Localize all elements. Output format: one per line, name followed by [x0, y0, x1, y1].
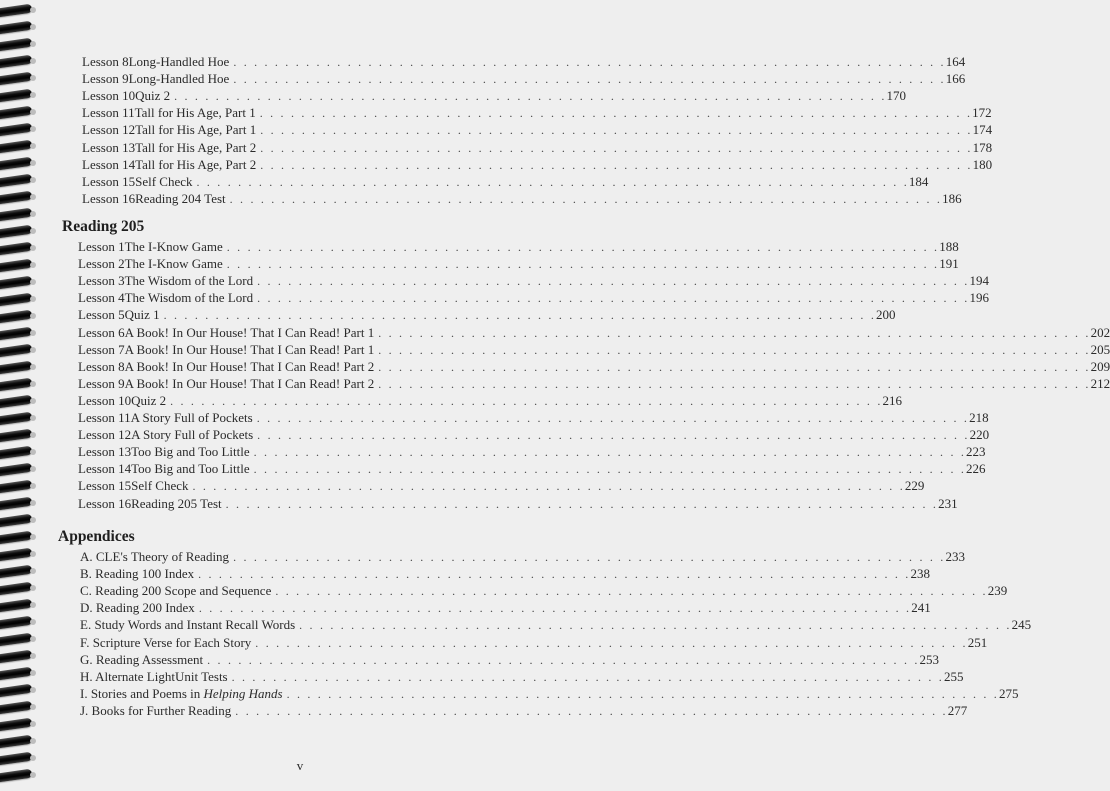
spiral-coil	[0, 514, 32, 528]
leader-dots: . . . . . . . . . . . . . . . . . . . . . . . . . . . . . . . . . . . . . . . . . . . . . . . . . . . . . . . . . . . . . . . . . . . . .	[257, 428, 970, 443]
punch-hole	[30, 58, 36, 64]
spiral-coil	[0, 667, 32, 681]
leader-dots: . . . . . . . . . . . . . . . . . . . . . . . . . . . . . . . . . . . . . . . . . . . . . . . . . . . . . . . . . . . . . . . . . . . . .	[174, 89, 887, 104]
punch-hole	[30, 279, 36, 285]
entry-title	[135, 88, 174, 104]
entry-title-text: A Book! In Our House! That I Can Read! Part 1	[124, 341, 375, 357]
entry-title-text: A Book! In Our House! That I Can Read! Part 2	[124, 358, 375, 374]
toc-entry	[80, 566, 930, 582]
spiral-coil	[0, 259, 32, 273]
lesson-label: Lesson 14	[82, 156, 136, 172]
punch-hole	[30, 415, 36, 421]
lesson-label: Lesson 7	[78, 341, 125, 357]
punch-hole	[30, 619, 36, 625]
entry-title	[135, 140, 260, 156]
toc-entry	[80, 549, 965, 565]
punch-hole	[30, 211, 36, 217]
punch-hole	[30, 296, 36, 302]
punch-hole	[30, 126, 36, 132]
section-heading: Reading 205	[62, 218, 145, 235]
page-ref: 255	[944, 668, 964, 684]
spiral-coil	[0, 531, 32, 545]
punch-hole	[30, 347, 36, 353]
entry-title	[80, 583, 275, 599]
entry-title-text: A Book! In Our House! That I Can Read! Part 2	[124, 375, 375, 391]
leader-dots: . . . . . . . . . . . . . . . . . . . . . . . . . . . . . . . . . . . . . . . . . . . . . . . . . . . . . . . . . . . . . . . . . . . . .	[226, 240, 940, 254]
punch-hole	[30, 687, 36, 693]
lesson-label: Lesson 14	[78, 461, 132, 477]
entry-title	[129, 71, 234, 87]
spiral-coil	[0, 38, 32, 52]
spiral-coil	[0, 599, 32, 613]
page-ref: 229	[904, 478, 925, 494]
page-ref: 245	[1011, 617, 1032, 633]
lesson-label: Lesson 11	[82, 105, 135, 121]
leader-dots: . . . . . . . . . . . . . . . . . . . . . . . . . . . . . . . . . . . . . . . . . . . . . . . . . . . . . . . . . . . . . . . . . . . . .	[253, 445, 967, 460]
page-ref: 178	[972, 139, 993, 155]
entry-title-text: The Wisdom of the Lord	[124, 273, 254, 289]
page-ref: 277	[947, 702, 968, 718]
punch-hole	[30, 670, 36, 676]
spiral-coil	[0, 565, 32, 579]
spiral-coil	[0, 4, 32, 18]
entry-title-text: D. Reading 200 Index	[80, 600, 195, 616]
entry-title	[80, 617, 299, 633]
punch-hole	[30, 24, 36, 30]
lesson-label: Lesson 15	[82, 173, 136, 189]
spiral-coil	[0, 89, 32, 103]
page-ref: 253	[919, 651, 940, 667]
toc-entry	[78, 461, 986, 477]
spiral-coil	[0, 140, 32, 154]
leader-dots: . . . . . . . . . . . . . . . . . . . . . . . . . . . . . . . . . . . . . . . . . . . . . . . . . . . . . . . . . . . . . . . . . . . . .	[233, 55, 946, 69]
punch-hole	[30, 381, 36, 387]
toc-entry	[80, 668, 964, 685]
punch-hole	[30, 483, 36, 489]
punch-hole	[30, 364, 36, 370]
entry-title-text: H. Alternate LightUnit Tests	[80, 668, 228, 684]
entry-title	[125, 359, 379, 375]
toc-entry	[78, 410, 989, 426]
entry-title-text: Self Check	[135, 173, 193, 189]
entry-title	[125, 376, 379, 392]
spiral-coil	[0, 701, 32, 715]
entry-title	[80, 635, 255, 651]
toc-entry	[78, 273, 989, 289]
entry-title-text: A. CLE's Theory of Reading	[80, 549, 230, 564]
lesson-label: Lesson 13	[78, 444, 132, 460]
toc-entry	[78, 239, 959, 255]
leader-dots: . . . . . . . . . . . . . . . . . . . . . . . . . . . . . . . . . . . . . . . . . . . . . . . . . . . . . . . . . . . . . . . . . . . . .	[257, 291, 970, 306]
spiral-coil	[0, 395, 32, 409]
spiral-coil	[0, 123, 32, 137]
leader-dots: . . . . . . . . . . . . . . . . . . . . . . . . . . . . . . . . . . . . . . . . . . . . . . . . . . . . . . . . . . . . . . . . . . . . .	[229, 191, 943, 206]
punch-hole	[30, 160, 36, 166]
leader-dots: . . . . . . . . . . . . . . . . . . . . . . . . . . . . . . . . . . . . . . . . . . . . . . . . . . . . . . . . . . . . . . . . . . . . .	[260, 140, 973, 155]
leader-dots: . . . . . . . . . . . . . . . . . . . . . . . . . . . . . . . . . . . . . . . . . . . . . . . . . . . . . . . . . . . . . . . . . . . . .	[275, 584, 988, 599]
spiral-coil	[0, 208, 32, 222]
leader-dots: . . . . . . . . . . . . . . . . . . . . . . . . . . . . . . . . . . . . . . . . . . . . . . . . . . . . . . . . . . . . . . . . . . . . .	[299, 618, 1012, 633]
toc-entry	[82, 71, 966, 87]
toc-entry	[78, 358, 1110, 375]
entry-title	[125, 273, 258, 289]
spiral-coil	[0, 582, 32, 596]
entry-title-text: Tall for His Age, Part 2	[135, 139, 257, 155]
entry-title	[125, 290, 258, 306]
lesson-label: Lesson 16	[78, 495, 132, 511]
entry-title-text: Reading 204 Test	[135, 190, 226, 206]
punch-hole	[30, 551, 36, 557]
page-ref: 164	[945, 54, 966, 69]
entry-title-text: G. Reading Assessment	[80, 651, 204, 667]
entry-title-text: Too Big and Too Little	[131, 444, 250, 460]
toc-entry	[78, 375, 1110, 392]
entry-title	[131, 410, 257, 426]
entry-title	[135, 105, 260, 121]
page-ref: 275	[999, 685, 1019, 701]
punch-hole	[30, 585, 36, 591]
punch-hole	[30, 245, 36, 251]
entry-title	[131, 444, 254, 460]
leader-dots: . . . . . . . . . . . . . . . . . . . . . . . . . . . . . . . . . . . . . . . . . . . . . . . . . . . . . . . . . . . . . . . . . . . . .	[225, 496, 939, 511]
leader-dots: . . . . . . . . . . . . . . . . . . . . . . . . . . . . . . . . . . . . . . . . . . . . . . . . . . . . . . . . . . . . . . . . . . . . .	[233, 72, 946, 87]
page-ref: 170	[886, 88, 907, 104]
spiral-coil	[0, 361, 32, 375]
lesson-label: Lesson 12	[78, 427, 132, 443]
page-ref: 186	[942, 190, 962, 206]
spiral-coil	[0, 174, 32, 188]
punch-hole	[30, 432, 36, 438]
page-ref: 251	[967, 634, 988, 650]
entry-title-text: F. Scripture Verse for Each Story	[80, 634, 252, 650]
spiral-coil	[0, 446, 32, 460]
toc-entry	[78, 444, 986, 460]
toc-entry	[78, 256, 959, 272]
punch-hole	[30, 500, 36, 506]
spiral-coil	[0, 463, 32, 477]
entry-title	[80, 600, 199, 616]
page-ref: 218	[969, 410, 989, 425]
entry-title	[131, 393, 170, 409]
leader-dots: . . . . . . . . . . . . . . . . . . . . . . . . . . . . . . . . . . . . . . . . . . . . . . . . . . . . . . . . . . . . . . . . . . . . .	[286, 686, 999, 701]
lesson-label: Lesson 4	[78, 290, 125, 306]
punch-hole	[30, 41, 36, 47]
spiral-coil	[0, 616, 32, 630]
page-ref: 188	[939, 239, 959, 254]
entry-title	[135, 122, 260, 138]
leader-dots: . . . . . . . . . . . . . . . . . . . . . . . . . . . . . . . . . . . . . . . . . . . . . . . . . . . . . . . . . . . . . . . . . . . . .	[196, 174, 909, 189]
leader-dots: . . . . . . . . . . . . . . . . . . . . . . . . . . . . . . . . . . . . . . . . . . . . . . . . . . . . . . . . . . . . . . . . . . . . .	[170, 393, 883, 408]
section-heading: Appendices	[58, 528, 135, 545]
entry-title	[80, 566, 198, 582]
leader-dots: . . . . . . . . . . . . . . . . . . . . . . . . . . . . . . . . . . . . . . . . . . . . . . . . . . . . . . . . . . . . . . . . . . . . .	[378, 325, 1091, 340]
spiral-coil	[0, 276, 32, 290]
toc-entry	[82, 190, 962, 207]
spiral-coil	[0, 225, 32, 239]
punch-hole	[30, 636, 36, 642]
toc-entry	[82, 173, 929, 190]
page-ref: 202	[1090, 324, 1110, 340]
leader-dots: . . . . . . . . . . . . . . . . . . . . . . . . . . . . . . . . . . . . . . . . . . . . . . . . . . . . . . . . . . . . . . . . . . . . .	[226, 257, 940, 272]
toc-entry	[82, 122, 993, 138]
spiral-coil	[0, 497, 32, 511]
page-ref: 212	[1090, 375, 1110, 391]
leader-dots: . . . . . . . . . . . . . . . . . . . . . . . . . . . . . . . . . . . . . . . . . . . . . . . . . . . . . . . . . . . . . . . . . . . . .	[231, 669, 945, 684]
leader-dots: . . . . . . . . . . . . . . . . . . . . . . . . . . . . . . . . . . . . . . . . . . . . . . . . . . . . . . . . . . . . . . . . . . . . .	[260, 123, 973, 138]
spiral-coil	[0, 650, 32, 664]
page-ref: 241	[911, 600, 931, 616]
page-ref: 180	[972, 156, 993, 172]
spiral-coil	[0, 191, 32, 205]
toc-entry	[78, 392, 903, 409]
punch-hole	[30, 568, 36, 574]
spiral-coil	[0, 548, 32, 562]
page-number: v	[296, 758, 304, 773]
page-ref: 191	[939, 256, 959, 272]
toc-entry	[82, 88, 907, 104]
punch-hole	[30, 177, 36, 183]
leader-dots: . . . . . . . . . . . . . . . . . . . . . . . . . . . . . . . . . . . . . . . . . . . . . . . . . . . . . . . . . . . . . . . . . . . . .	[378, 342, 1091, 357]
spiral-coil	[0, 684, 32, 698]
punch-hole	[30, 262, 36, 268]
lesson-label: Lesson 15	[78, 478, 132, 494]
lesson-label: Lesson 13	[82, 139, 136, 155]
punch-hole	[30, 313, 36, 319]
lesson-label: Lesson 10	[82, 88, 136, 104]
page-ref: 233	[945, 549, 965, 564]
page-ref: 174	[972, 122, 993, 138]
leader-dots: . . . . . . . . . . . . . . . . . . . . . . . . . . . . . . . . . . . . . . . . . . . . . . . . . . . . . . . . . . . . . . . . . . . . .	[207, 652, 920, 667]
spiral-coil	[0, 55, 32, 69]
punch-hole	[30, 704, 36, 710]
toc-entry	[78, 324, 1110, 341]
entry-title-text: C. Reading 200 Scope and Sequence	[80, 583, 272, 599]
lesson-label: Lesson 16	[82, 190, 136, 206]
toc-entry	[82, 105, 992, 121]
page-ref: 231	[938, 495, 958, 511]
punch-hole	[30, 517, 36, 523]
leader-dots: . . . . . . . . . . . . . . . . . . . . . . . . . . . . . . . . . . . . . . . . . . . . . . . . . . . . . . . . . . . . . . . . . . . . .	[260, 157, 973, 172]
leader-dots: . . . . . . . . . . . . . . . . . . . . . . . . . . . . . . . . . . . . . . . . . . . . . . . . . . . . . . . . . . . . . . . . . . . . .	[198, 601, 912, 616]
lesson-label: Lesson 10	[78, 392, 132, 408]
punch-hole	[30, 92, 36, 98]
toc-entry	[80, 651, 940, 668]
entry-title-text: I. Stories and Poems in	[80, 685, 204, 701]
toc-entry	[80, 583, 1008, 599]
entry-title	[135, 157, 260, 173]
entry-title-text: The Wisdom of the Lord	[124, 290, 254, 306]
toc-entry	[78, 478, 925, 494]
entry-title-text: Long-Handled Hoe	[128, 71, 230, 87]
toc-entry	[78, 341, 1110, 358]
entry-title	[125, 342, 379, 358]
punch-hole	[30, 738, 36, 744]
entry-title-text: Reading 205 Test	[131, 495, 222, 511]
punch-hole	[30, 143, 36, 149]
entry-title-text: The I-Know Game	[124, 256, 223, 272]
leader-dots: . . . . . . . . . . . . . . . . . . . . . . . . . . . . . . . . . . . . . . . . . . . . . . . . . . . . . . . . . . . . . . . . . . . . .	[259, 106, 973, 121]
page-ref: 209	[1090, 358, 1110, 374]
page-ref: 184	[908, 173, 929, 189]
lesson-label: Lesson 11	[78, 410, 131, 425]
lesson-label: Lesson 3	[78, 273, 125, 289]
toc-entry	[80, 685, 1019, 702]
punch-hole	[30, 398, 36, 404]
entry-title-text: B. Reading 100 Index	[80, 566, 195, 582]
spiral-coil	[0, 429, 32, 443]
punch-hole	[30, 109, 36, 115]
lesson-label: Lesson 8	[78, 358, 125, 374]
entry-title	[131, 496, 226, 512]
entry-title	[125, 239, 227, 255]
spiral-coil	[0, 480, 32, 494]
entry-title	[125, 307, 164, 323]
entry-title-text: Too Big and Too Little	[131, 461, 250, 477]
toc-entry	[80, 702, 968, 719]
punch-hole	[30, 449, 36, 455]
entry-title	[131, 478, 192, 494]
spiral-coil	[0, 157, 32, 171]
entry-title-text: Quiz 2	[135, 88, 171, 104]
page-ref: 216	[882, 392, 903, 408]
entry-title-text: A Story Full of Pockets	[131, 427, 254, 443]
entry-title-text: Tall for His Age, Part 1	[135, 122, 257, 138]
spiral-coil	[0, 106, 32, 120]
entry-title	[80, 549, 233, 565]
entry-title-text: A Book! In Our House! That I Can Read! Part 1	[124, 324, 375, 340]
leader-dots: . . . . . . . . . . . . . . . . . . . . . . . . . . . . . . . . . . . . . . . . . . . . . . . . . . . . . . . . . . . . . . . . . . . . .	[253, 462, 967, 477]
leader-dots: . . . . . . . . . . . . . . . . . . . . . . . . . . . . . . . . . . . . . . . . . . . . . . . . . . . . . . . . . . . . . . . . . . . . .	[256, 411, 970, 425]
entry-title	[131, 461, 254, 477]
page-ref: 226	[966, 461, 986, 477]
page-ref: 166	[945, 71, 966, 87]
entry-title-text: The I-Know Game	[124, 239, 223, 254]
entry-title-text: A Story Full of Pockets	[130, 410, 253, 425]
entry-title	[80, 652, 207, 668]
entry-title-italic: Helping Hands	[203, 685, 283, 701]
entry-title	[80, 703, 235, 719]
spiral-coil	[0, 412, 32, 426]
entry-title-text: J. Books for Further Reading	[80, 702, 232, 718]
spiral-coil	[0, 242, 32, 256]
punch-hole	[30, 534, 36, 540]
punch-hole	[30, 721, 36, 727]
punch-hole	[30, 228, 36, 234]
spiral-coil	[0, 21, 32, 35]
lesson-label: Lesson 2	[78, 256, 125, 272]
entry-title	[80, 686, 287, 702]
punch-hole	[30, 330, 36, 336]
entry-title	[80, 669, 232, 685]
punch-hole	[30, 194, 36, 200]
toc-entry	[82, 139, 993, 156]
punch-hole	[30, 7, 36, 13]
toc-entry	[78, 427, 990, 443]
entry-title	[125, 256, 227, 272]
entry-title-text: Tall for His Age, Part 1	[134, 105, 256, 121]
page-ref: 223	[966, 444, 986, 460]
entry-title	[135, 174, 196, 190]
toc-entry	[82, 54, 966, 70]
entry-title	[129, 54, 234, 70]
lesson-label: Lesson 9	[78, 375, 125, 391]
entry-title-text: E. Study Words and Instant Recall Words	[80, 617, 296, 633]
entry-title	[131, 427, 257, 443]
leader-dots: . . . . . . . . . . . . . . . . . . . . . . . . . . . . . . . . . . . . . . . . . . . . . . . . . . . . . . . . . . . . . . . . . . . . .	[378, 376, 1091, 391]
lesson-label: Lesson 8	[82, 54, 129, 69]
leader-dots: . . . . . . . . . . . . . . . . . . . . . . . . . . . . . . . . . . . . . . . . . . . . . . . . . . . . . . . . . . . . . . . . . . . . .	[255, 635, 968, 650]
leader-dots: . . . . . . . . . . . . . . . . . . . . . . . . . . . . . . . . . . . . . . . . . . . . . . . . . . . . . . . . . . . . . . . . . . . . .	[163, 308, 877, 323]
page-ref: 194	[969, 273, 989, 289]
lesson-label: Lesson 6	[78, 324, 125, 340]
punch-hole	[30, 466, 36, 472]
leader-dots: . . . . . . . . . . . . . . . . . . . . . . . . . . . . . . . . . . . . . . . . . . . . . . . . . . . . . . . . . . . . . . . . . . . . .	[257, 274, 970, 289]
lesson-label: Lesson 9	[82, 71, 129, 87]
toc-entry	[82, 156, 993, 173]
toc-entry	[78, 290, 989, 306]
punch-hole	[30, 75, 36, 81]
page-ref: 172	[972, 105, 992, 121]
entry-title	[125, 325, 379, 341]
page-ref: 220	[969, 427, 990, 443]
leader-dots: . . . . . . . . . . . . . . . . . . . . . . . . . . . . . . . . . . . . . . . . . . . . . . . . . . . . . . . . . . . . . . . . . . . . .	[233, 550, 946, 564]
entry-title	[135, 191, 230, 207]
toc-entry	[78, 307, 896, 323]
spiral-coil	[0, 633, 32, 647]
spiral-coil	[0, 310, 32, 324]
entry-title-text: Quiz 1	[124, 307, 160, 323]
spiral-coil	[0, 718, 32, 732]
toc-entry	[80, 634, 988, 651]
toc-entry	[78, 495, 958, 512]
spiral-coil	[0, 344, 32, 358]
punch-hole	[30, 653, 36, 659]
leader-dots: . . . . . . . . . . . . . . . . . . . . . . . . . . . . . . . . . . . . . . . . . . . . . . . . . . . . . . . . . . . . . . . . . . . . .	[192, 479, 905, 494]
spiral-coil	[0, 735, 32, 749]
spiral-coil	[0, 72, 32, 86]
lesson-label: Lesson 1	[78, 239, 125, 254]
page-ref: 205	[1090, 341, 1110, 357]
entry-title-text: Self Check	[131, 478, 189, 494]
spiral-binding	[0, 0, 38, 791]
entry-title-text: Quiz 2	[131, 392, 167, 408]
spiral-coil	[0, 327, 32, 341]
leader-dots: . . . . . . . . . . . . . . . . . . . . . . . . . . . . . . . . . . . . . . . . . . . . . . . . . . . . . . . . . . . . . . . . . . . . .	[235, 703, 948, 718]
entry-title-text: Tall for His Age, Part 2	[135, 156, 257, 172]
page-ref: 239	[987, 583, 1008, 599]
leader-dots: . . . . . . . . . . . . . . . . . . . . . . . . . . . . . . . . . . . . . . . . . . . . . . . . . . . . . . . . . . . . . . . . . . . . .	[378, 359, 1091, 374]
leader-dots: . . . . . . . . . . . . . . . . . . . . . . . . . . . . . . . . . . . . . . . . . . . . . . . . . . . . . . . . . . . . . . . . . . . . .	[198, 567, 911, 582]
lesson-label: Lesson 12	[82, 122, 136, 138]
page-ref: 200	[876, 307, 896, 323]
spiral-coil	[0, 378, 32, 392]
spiral-coil	[0, 293, 32, 307]
page-ref: 238	[910, 566, 930, 582]
toc-entry	[80, 600, 931, 616]
punch-hole	[30, 602, 36, 608]
toc-entry	[80, 617, 1032, 633]
lesson-label: Lesson 5	[78, 307, 125, 323]
page-ref: 196	[969, 290, 989, 306]
entry-title-text: Long-Handled Hoe	[128, 54, 230, 69]
